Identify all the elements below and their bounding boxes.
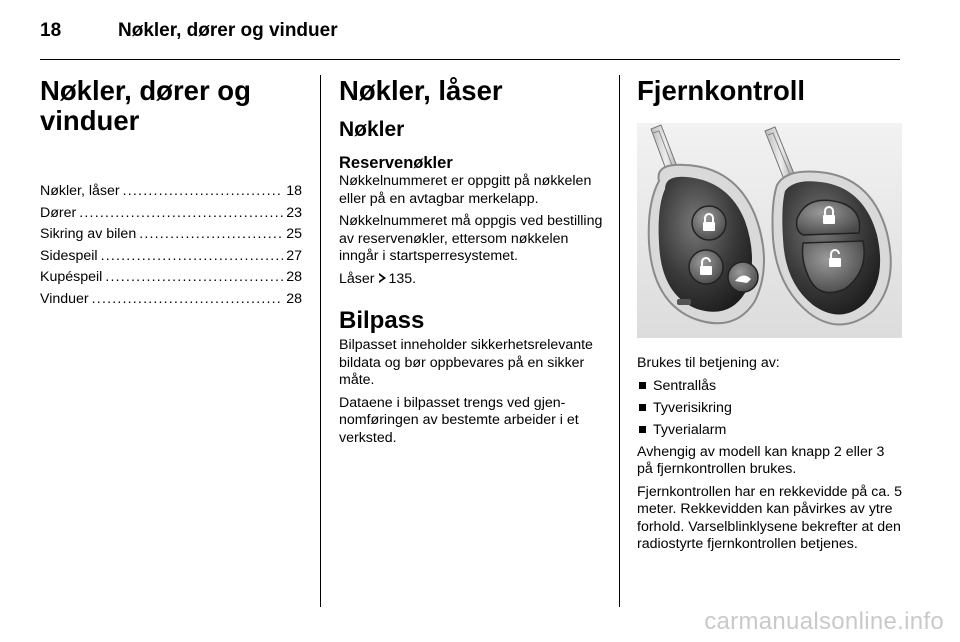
- list-item: Sentrallås: [637, 375, 902, 397]
- list-item: Tyverialarm: [637, 419, 902, 441]
- toc-leader: [139, 224, 283, 246]
- column-toc: [40, 76, 302, 310]
- toc-label: Dører: [40, 204, 77, 221]
- column-remote-control: [637, 76, 902, 559]
- page-number: 18: [40, 20, 62, 41]
- cross-reference-text: Låser: [339, 270, 375, 287]
- toc-page: 23: [286, 204, 302, 221]
- toc-page: 28: [286, 290, 302, 307]
- cross-reference[interactable]: [339, 271, 603, 289]
- toc-label: Sidespeil: [40, 247, 98, 264]
- remote-functions-list: [637, 375, 902, 441]
- table-of-contents: [40, 181, 302, 310]
- toc-label: Nøkler, låser: [40, 183, 120, 199]
- column-keys-locks: [339, 76, 603, 452]
- header-rule: [40, 59, 900, 60]
- page-header: [40, 20, 900, 46]
- toc-item[interactable]: [40, 203, 302, 225]
- column-divider-2: [619, 75, 620, 607]
- toc-leader: [92, 289, 284, 311]
- toc-label: Sikring av bilen: [40, 226, 137, 242]
- reserve-keys-paragraph-2: Nøkkelnummeret må oppgis ved bestilling av reservenøkler, ettersom nøkkelen inngår i startsperresystemet.: [339, 213, 603, 264]
- toc-page: 27: [286, 247, 302, 264]
- heading-reserve-keys: Reservenøkler: [339, 154, 453, 172]
- car-pass-paragraph-2: Dataene i bilpasset trengs ved gjennomføringen av bestemte arbeider i et verksted.: [339, 394, 579, 446]
- toc-label: Vinduer: [40, 290, 89, 307]
- toc-label: Kupéspeil: [40, 269, 103, 285]
- remote-intro: Brukes til betjening av:: [637, 355, 780, 371]
- toc-item[interactable]: [40, 181, 302, 203]
- remote-key-illustration: [637, 123, 902, 338]
- reference-arrow-icon: [379, 273, 385, 283]
- section-heading-remote: Fjernkontroll: [637, 75, 806, 106]
- toc-leader: [105, 267, 283, 289]
- section-heading-keys-locks: Nøkler, låser: [339, 75, 503, 106]
- heading-car-pass: Bilpass: [339, 307, 425, 334]
- toc-item[interactable]: [40, 246, 302, 268]
- toc-page: 18: [286, 183, 302, 199]
- list-item: Tyverisikring: [637, 397, 902, 419]
- toc-leader: [79, 203, 283, 225]
- toc-page: 28: [286, 269, 302, 285]
- car-pass-paragraph-1: Bilpasset inneholder sikkerhetsrelevante bildata og bør oppbevares på en sikker måte.: [339, 337, 593, 388]
- toc-item[interactable]: [40, 267, 302, 289]
- toc-page: 25: [286, 226, 302, 242]
- toc-item[interactable]: [40, 224, 302, 246]
- running-section-title: Nøkler, dører og vinduer: [118, 20, 338, 41]
- remote-paragraph-2: Fjernkontrollen har en rekkevidde på ca. 5 meter. Rekkevidden kan påvirkes av ytre forhold. Varselblinklysene bekrefter at den radiostyrte fjernkontrollen betjenes.: [637, 483, 902, 552]
- remote-paragraph-1: Avhengig av modell kan knapp 2 eller 3 på fjernkontrollen brukes.: [637, 443, 885, 477]
- column-divider-1: [320, 75, 321, 607]
- toc-leader: [123, 181, 284, 203]
- watermark: carmanualsonline.info: [704, 608, 944, 635]
- toc-leader: [101, 246, 284, 268]
- cross-reference-page: 135.: [388, 270, 417, 287]
- chapter-title: Nøkler, dører og vinduer: [40, 75, 251, 136]
- toc-item[interactable]: [40, 289, 302, 311]
- reserve-keys-paragraph-1: Nøkkelnummeret er oppgitt på nøkkelen eller på en avtagbar merkelapp.: [339, 173, 592, 207]
- subheading-keys: Nøkler: [339, 118, 405, 141]
